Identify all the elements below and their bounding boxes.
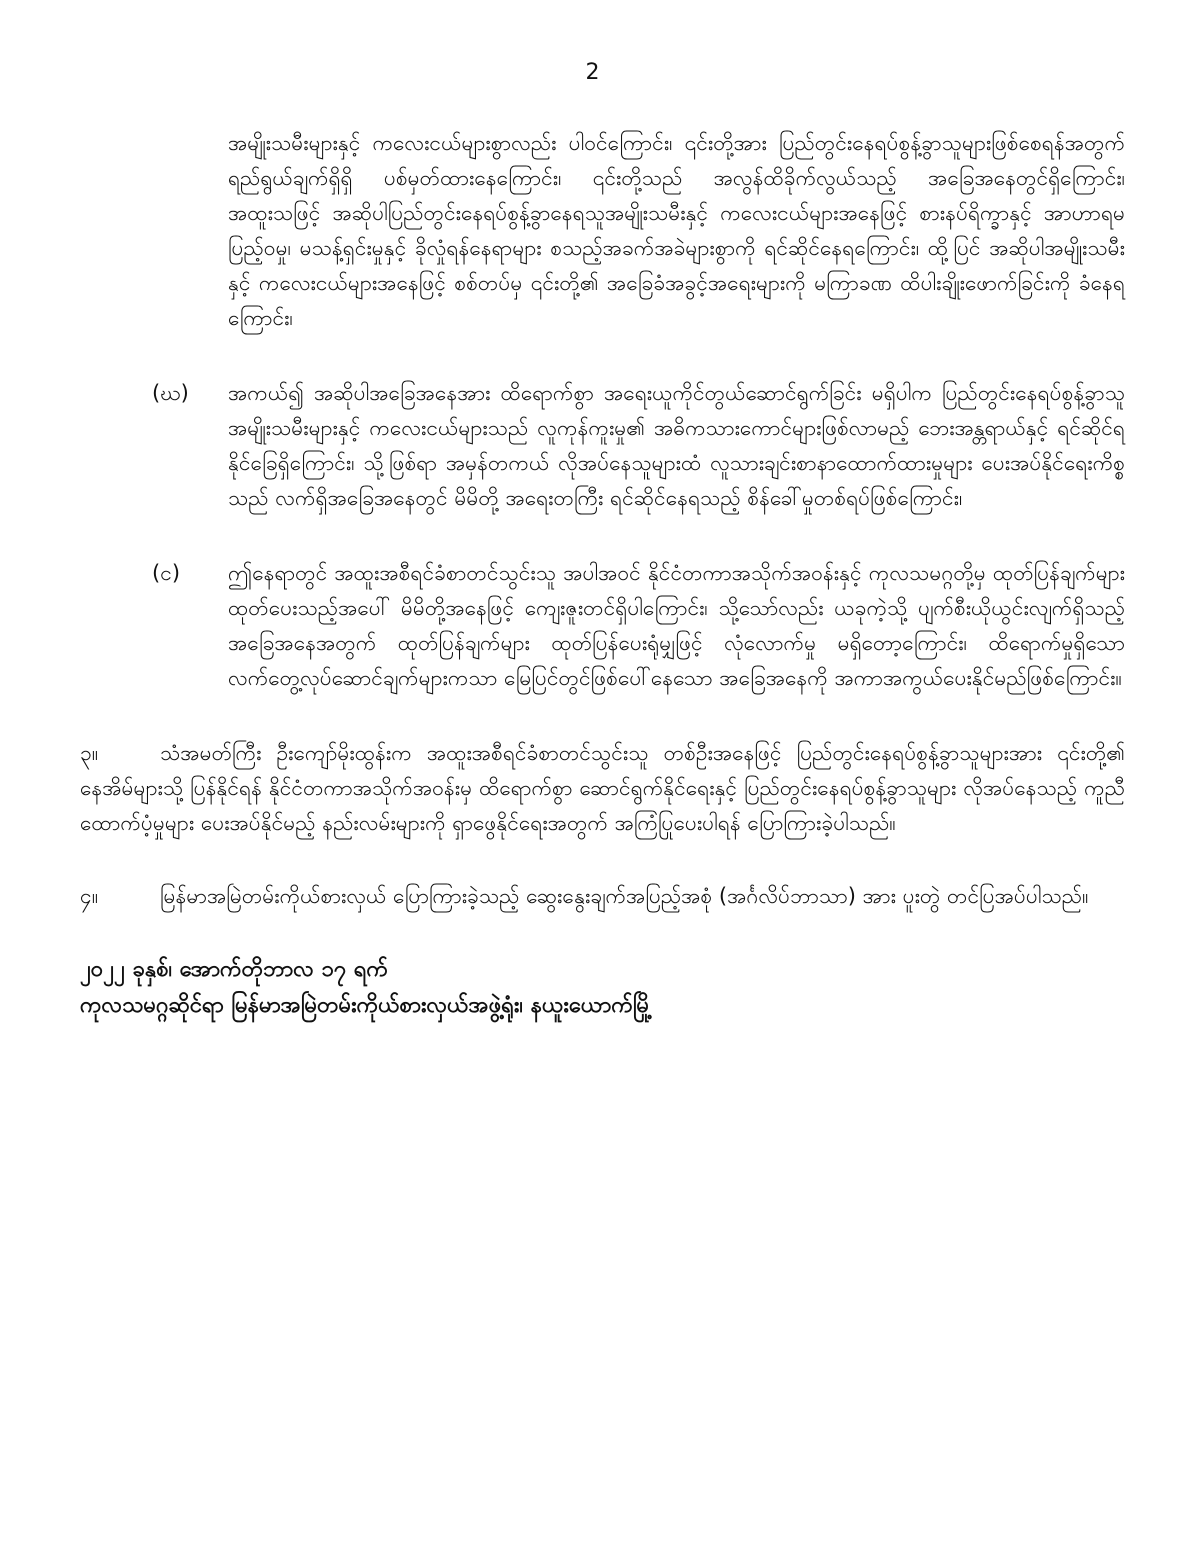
sub-item-text: အကယ်၍ အဆိုပါအခြေအနေအား ထိရောက်စွာ အရေးယူကိုင်တွယ်ဆောင်ရွက်ခြင်း မရှိပါက ပြည်တွင်းနေရပ်စွန့်ခွာသူ အမျိုးသမီးများနှင့် ကလေးငယ်များသည် လူကုန်ကူးမှု၏ အဓိကသားကောင်များဖြစ်လာမည့် ဘေးအန္တရာယ်နှင့် ရင်ဆိုင်ရနိုင်ခြေရှိကြောင်း၊ သို့ဖြစ်ရာ အမှန်တကယ် လိုအပ်နေသူများထံ လူသားချင်းစာနာထောက်ထားမှုများ ပေးအပ်နိုင်ရေးကိစ္စသည် လက်ရှိအခြေအနေတွင် မိမိတို့ အရေးတကြီး ရင်ဆိုင်နေရသည့် စိန်ခေါ်မှုတစ်ရပ်ဖြစ်ကြောင်း၊ xyxy=(228,381,1125,510)
page-number: 2 xyxy=(585,60,600,85)
sub-item-marker: (ဃ) xyxy=(152,381,189,405)
closing-date: ၂၀၂၂ ခုနှစ်၊ အောက်တိုဘာလ ၁၇ ရက် xyxy=(80,957,389,982)
paragraph-number: ၃။ xyxy=(80,741,99,765)
closing-location: ကုလသမဂ္ဂဆိုင်ရာ မြန်မာအမြဲတမ်းကိုယ်စားလှယ်အဖွဲ့ရုံး၊ နယူးယောက်မြို့ xyxy=(80,993,653,1018)
closing-block xyxy=(80,952,1125,1024)
paragraph-number: ၄။ xyxy=(80,884,99,908)
numbered-paragraph-4 xyxy=(80,879,1125,914)
sub-item-gha xyxy=(152,376,1125,516)
sub-item-text: ဤနေရာတွင် အထူးအစီရင်ခံစာတင်သွင်းသူ အပါအဝင် နိုင်ငံတကာအသိုက်အဝန်းနှင့် ကုလသမဂ္ဂတို့မှ ထုတ်ပြန်ချက်များ ထုတ်ပေးသည့်အပေါ် မိမိတို့အနေဖြင့် ကျေးဇူးတင်ရှိပါကြောင်း၊ သို့သော်လည်း ယခုကဲ့သို့ ပျက်စီးယိုယွင်းလျက်ရှိသည့် အခြေအနေအတွက် ထုတ်ပြန်ချက်များ ထုတ်ပြန်ပေးရုံမျှဖြင့် လုံလောက်မှု မရှိတော့ကြောင်း၊ ထိရောက်မှုရှိသော လက်တွေ့လုပ်ဆောင်ချက်များကသာ မြေပြင်တွင်ဖြစ်ပေါ်နေသော အခြေအနေကို အကာအကွယ်ပေးနိုင်မည်ဖြစ်ကြောင်း။ xyxy=(228,561,1125,690)
sub-item-marker: (င) xyxy=(152,561,181,585)
paragraph-text: မြန်မာအမြဲတမ်းကိုယ်စားလှယ် ပြောကြားခဲ့သည့် ဆွေးနွေးချက်အပြည့်အစုံ (အင်္ဂလိပ်ဘာသာ) အား ပူးတွဲ တင်ပြအပ်ပါသည်။ xyxy=(160,884,1089,908)
numbered-paragraph-3 xyxy=(80,736,1125,841)
sub-item-nga xyxy=(152,556,1125,696)
continued-paragraph: အမျိုးသမီးများနှင့် ကလေးငယ်များစွာလည်း ပါဝင်ကြောင်း၊ ၎င်းတို့အား ပြည်တွင်းနေရပ်စွန့်ခွာသူများဖြစ်စေရန်အတွက် ရည်ရွယ်ချက်ရှိရှိ ပစ်မှတ်ထားနေကြောင်း၊ ၎င်းတို့သည် အလွန်ထိခိုက်လွယ်သည့် အခြေအနေတွင်ရှိကြောင်း၊ အထူးသဖြင့် အဆိုပါပြည်တွင်းနေရပ်စွန့်ခွာနေရသူအမျိုးသမီးနှင့် ကလေးငယ်များအနေဖြင့် စားနပ်ရိက္ခာနှင့် အာဟာရမပြည့်ဝမှု၊ မသန့်ရှင်းမှုနှင့် ခိုလှုံရန်နေရာများ စသည့်အခက်အခဲများစွာကို ရင်ဆိုင်နေရကြောင်း၊ ထို့ပြင် အဆိုပါအမျိုးသမီးနှင့် ကလေးငယ်များအနေဖြင့် စစ်တပ်မှ ၎င်းတို့၏ အခြေခံအခွင့်အရေးများကို မကြာခဏ ထိပါးချိုးဖောက်ခြင်းကို ခံနေရကြောင်း၊ xyxy=(228,131,1125,330)
document-body xyxy=(80,126,1125,1024)
paragraph-text: သံအမတ်ကြီး ဦးကျော်မိုးထွန်းက အထူးအစီရင်ခံစာတင်သွင်းသူ တစ်ဦးအနေဖြင့် ပြည်တွင်းနေရပ်စွန့်ခွာသူများအား ၎င်းတို့၏ နေအိမ်များသို့ ပြန်နိုင်ရန် နိုင်ငံတကာအသိုက်အဝန်းမှ ထိရောက်စွာ ဆောင်ရွက်နိုင်ရေးနှင့် ပြည်တွင်းနေရပ်စွန့်ခွာသူများ လိုအပ်နေသည့် ကူညီထောက်ပံ့မှုများ ပေးအပ်နိုင်မည့် နည်းလမ်းများကို ရှာဖွေနိုင်ရေးအတွက် အကြံပြုပေးပါရန် ပြောကြားခဲ့ပါသည်။ xyxy=(80,741,1125,835)
